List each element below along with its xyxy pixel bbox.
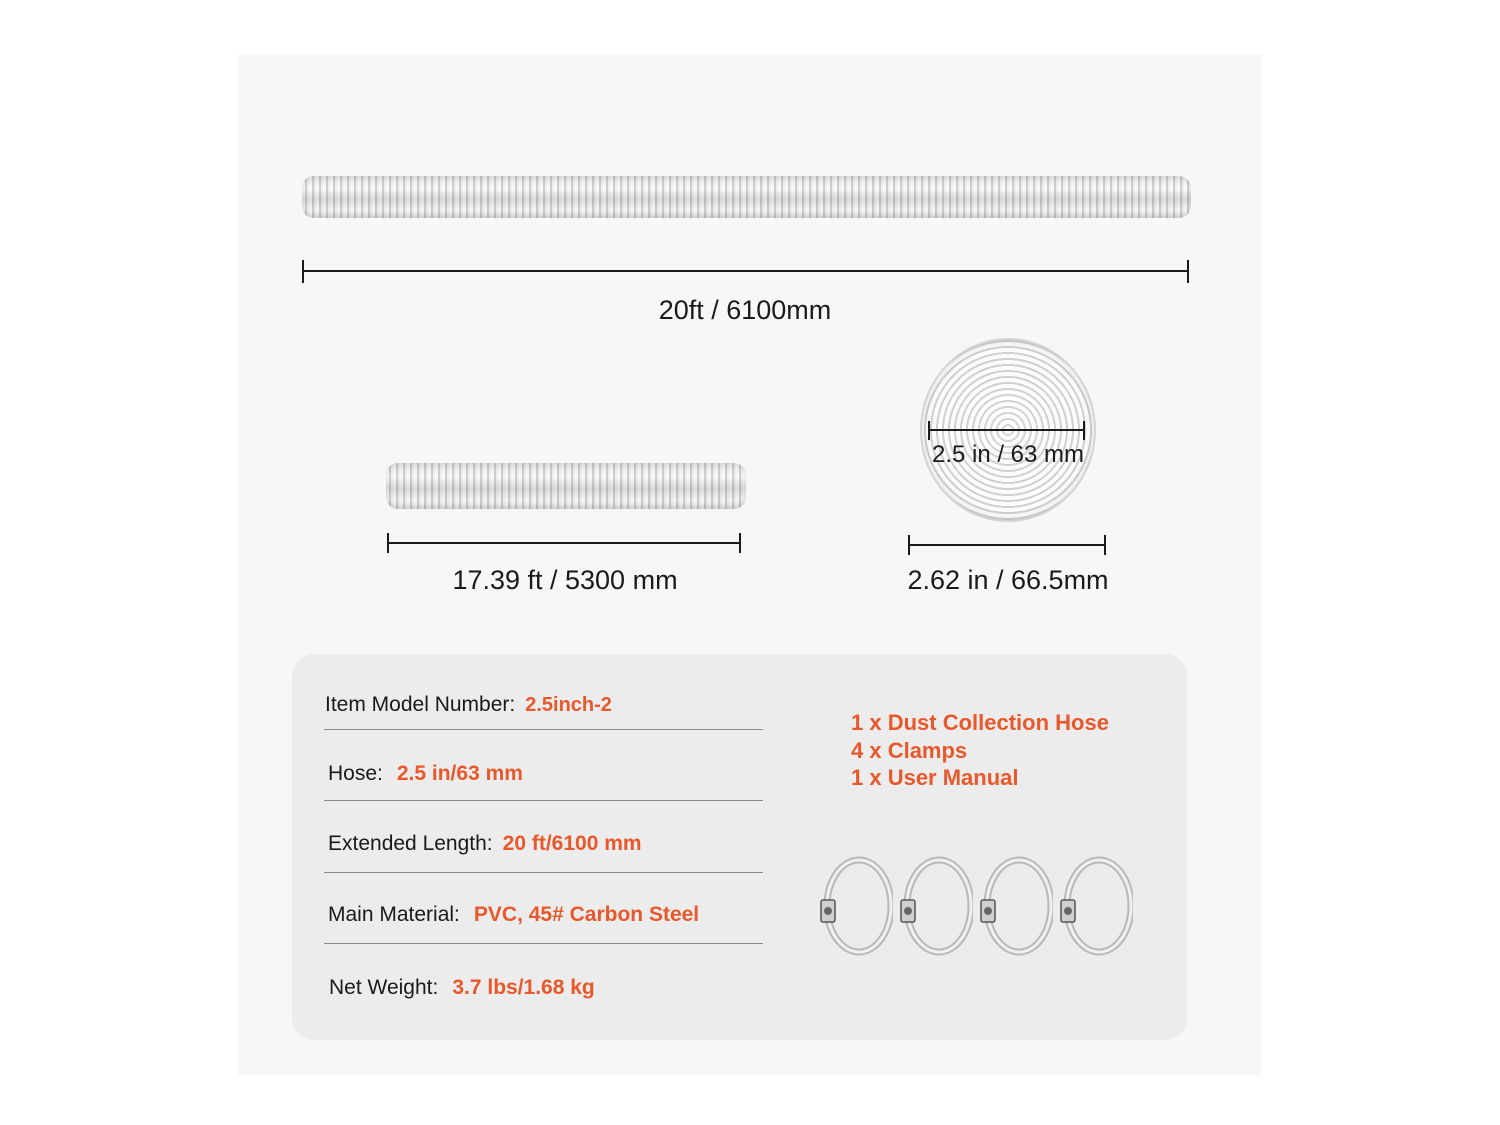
spec-value: 3.7 lbs/1.68 kg xyxy=(452,976,595,999)
hose-clamp-icon xyxy=(819,856,893,956)
inner-diameter-label: 2.5 in / 63 mm xyxy=(931,441,1085,468)
outer-diameter-label: 2.62 in / 66.5mm xyxy=(907,565,1109,595)
spec-value: 2.5inch-2 xyxy=(525,694,612,716)
spec-value: 2.5 in/63 mm xyxy=(396,762,523,785)
spec-hose xyxy=(328,762,523,786)
spec-extended-length xyxy=(328,832,642,856)
spec-label: Item Model Number: xyxy=(325,693,516,716)
spec-value: 20 ft/6100 mm xyxy=(502,832,642,855)
spec-divider xyxy=(324,872,763,873)
package-item-hose: 1 x Dust Collection Hose xyxy=(851,710,1109,735)
compressed-length-label: 17.39 ft / 5300 mm xyxy=(452,565,678,595)
spec-label: Net Weight: xyxy=(329,976,439,999)
hose-clamp-icon xyxy=(899,856,973,956)
spec-divider xyxy=(324,800,763,801)
spec-model-number xyxy=(325,693,612,717)
spec-value: PVC, 45# Carbon Steel xyxy=(473,903,700,926)
full-length-label: 20ft / 6100mm xyxy=(658,295,832,325)
spec-net-weight xyxy=(329,976,595,1000)
spec-divider xyxy=(324,729,763,730)
spec-main-material xyxy=(328,903,699,927)
spec-label: Hose: xyxy=(328,762,383,785)
extended-hose-image xyxy=(302,176,1191,218)
spec-label: Main Material: xyxy=(328,903,460,926)
hose-clamp-icon xyxy=(1059,856,1133,956)
compressed-hose-image xyxy=(386,463,746,509)
package-item-clamps: 4 x Clamps xyxy=(851,738,968,763)
spec-label: Extended Length: xyxy=(328,832,493,855)
package-item-manual: 1 x User Manual xyxy=(851,765,1019,790)
spec-divider xyxy=(324,943,763,944)
hose-clamp-icon xyxy=(979,856,1053,956)
